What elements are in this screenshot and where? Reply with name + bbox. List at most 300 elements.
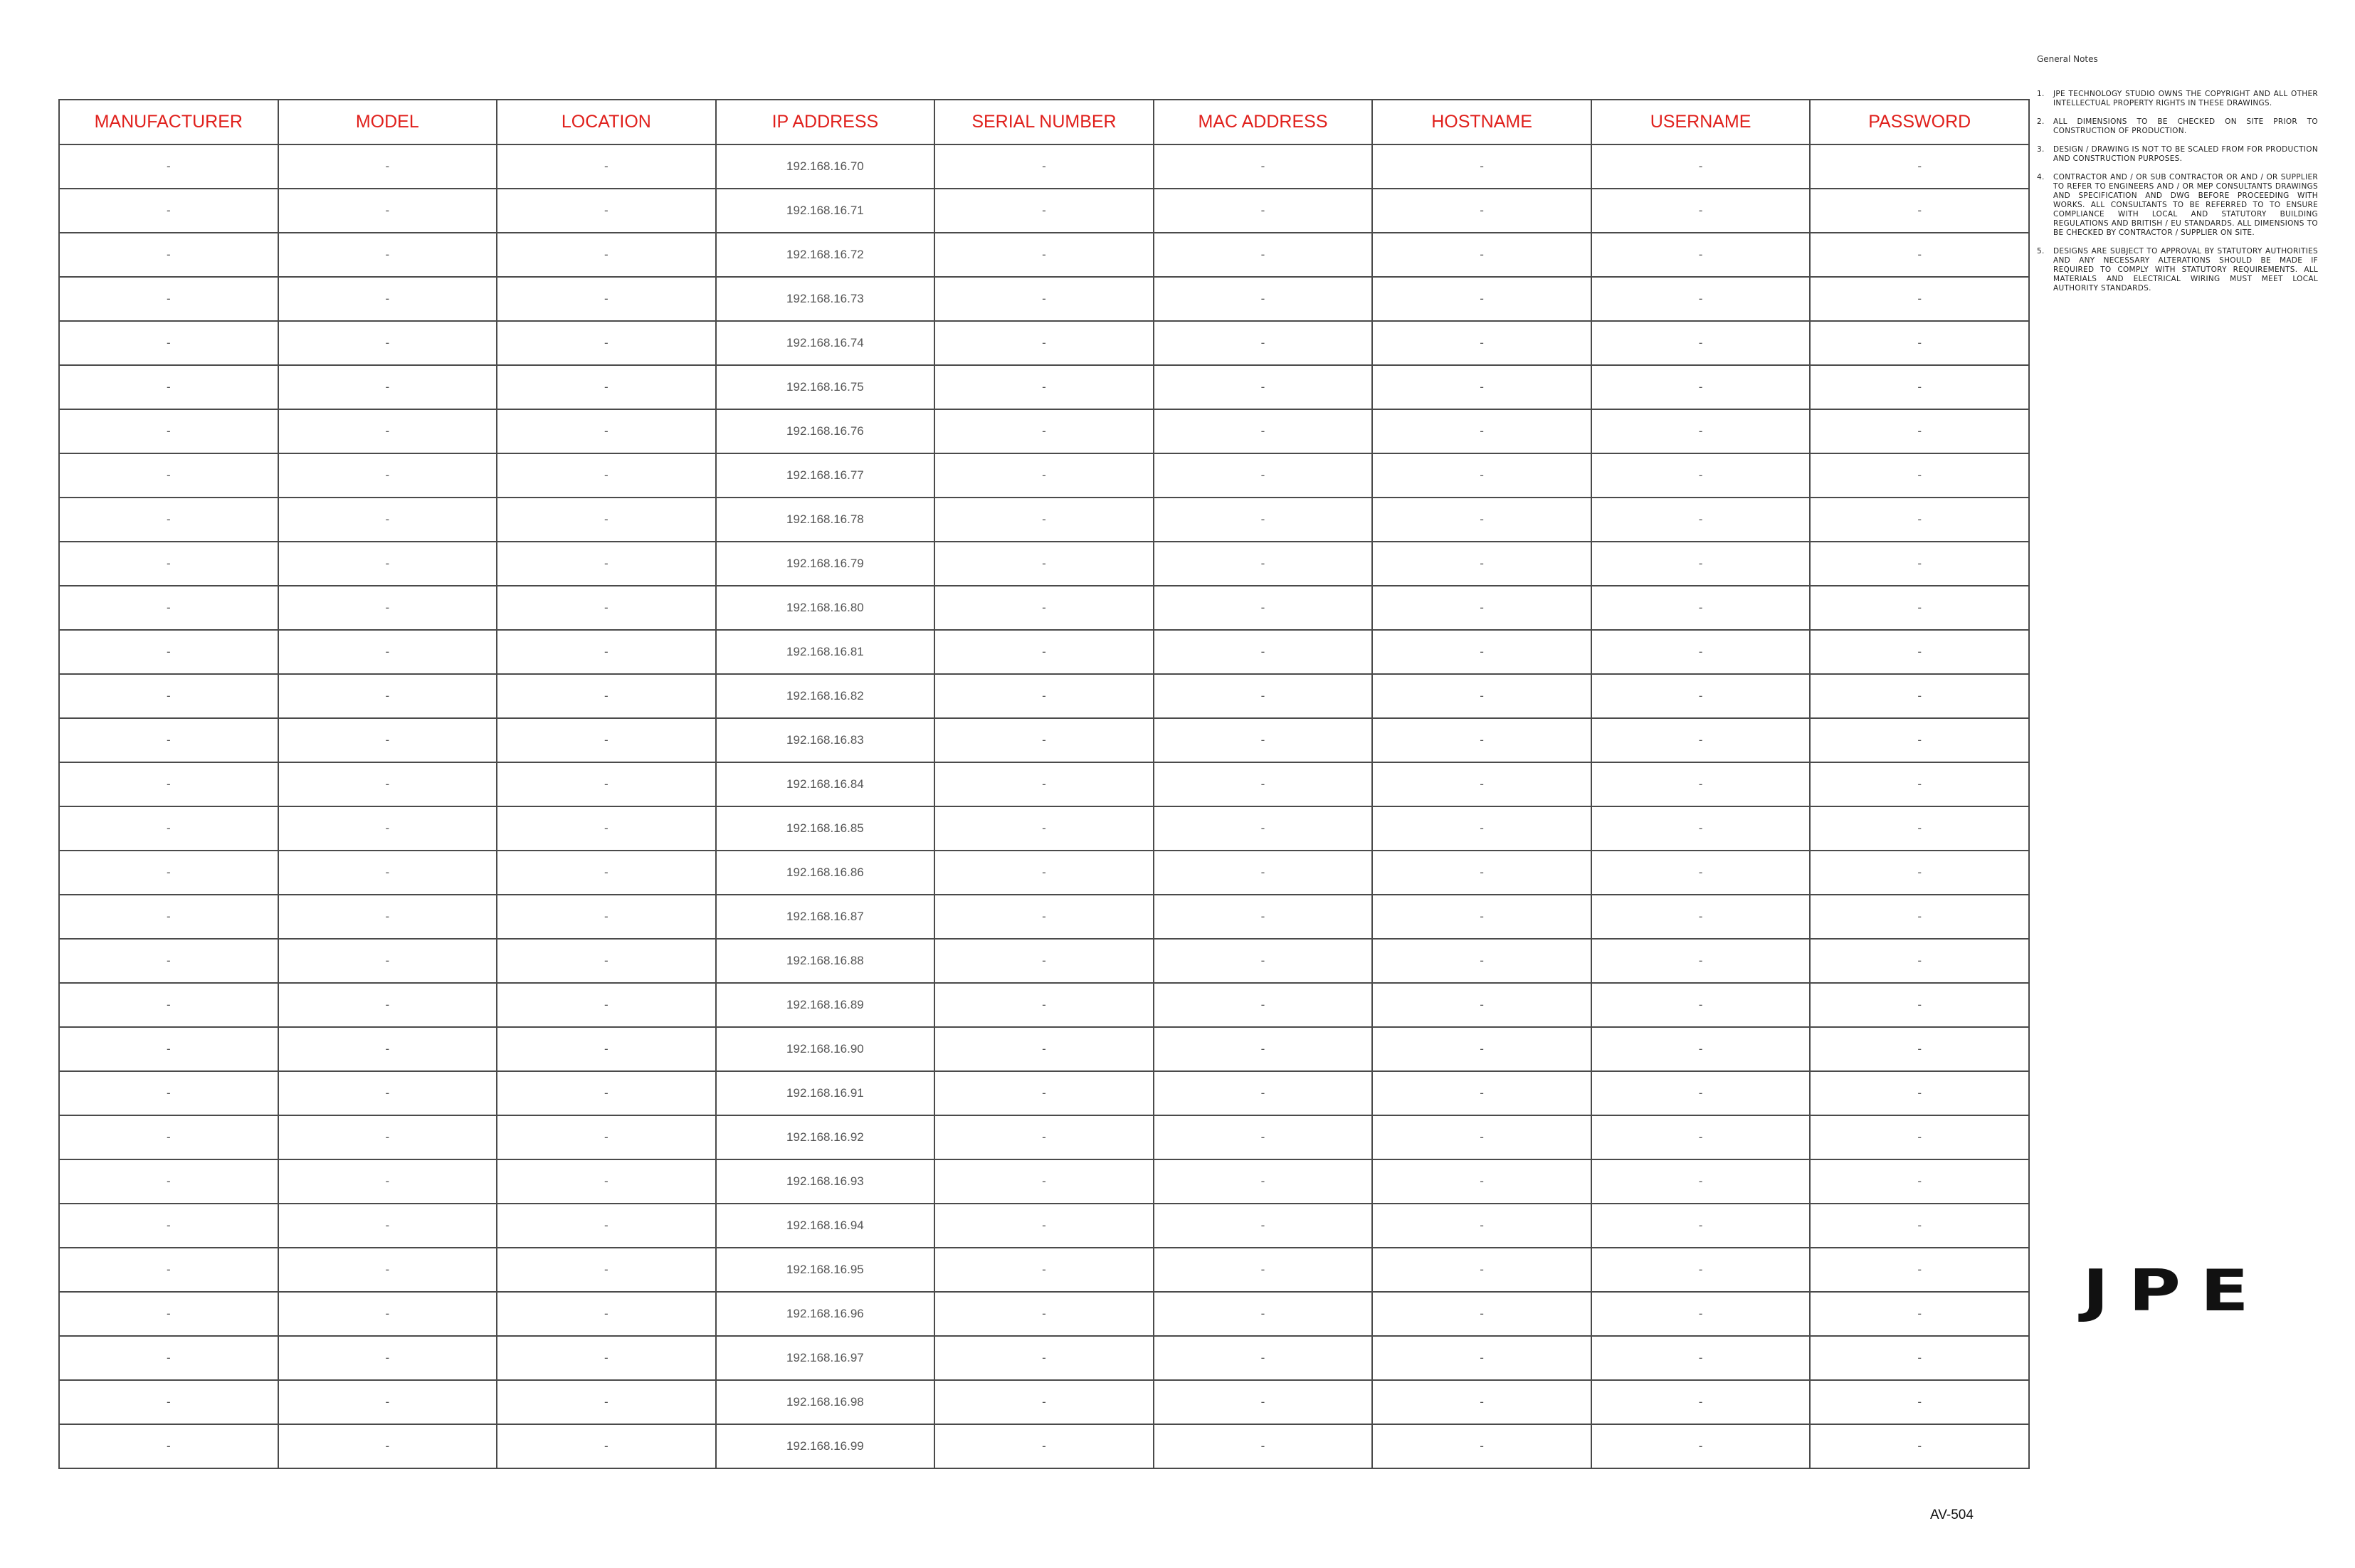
table-row [59, 1204, 2029, 1248]
cell-ip-address: 192.168.16.98 [716, 1380, 935, 1424]
cell-hostname: - [1372, 1071, 1591, 1115]
cell-location: - [497, 1071, 716, 1115]
cell-ip-address: 192.168.16.77 [716, 453, 935, 498]
cell-username: - [1591, 1424, 1811, 1468]
cell-hostname: - [1372, 1292, 1591, 1336]
cell-ip-address: 192.168.16.93 [716, 1159, 935, 1204]
cell-location: - [497, 277, 716, 321]
cell-serial-number: - [934, 1204, 1154, 1248]
cell-username: - [1591, 1027, 1811, 1071]
cell-ip-address: 192.168.16.75 [716, 365, 935, 409]
cell-manufacturer: - [59, 189, 278, 233]
note-number: 4. [2037, 173, 2045, 181]
cell-password: - [1810, 1071, 2029, 1115]
cell-mac-address: - [1154, 762, 1373, 806]
cell-manufacturer: - [59, 1248, 278, 1292]
cell-model: - [278, 409, 497, 453]
header-password: PASSWORD [1810, 100, 2029, 144]
cell-mac-address: - [1154, 1204, 1373, 1248]
cell-manufacturer: - [59, 939, 278, 983]
table-row [59, 144, 2029, 189]
note-number: 5. [2037, 247, 2045, 256]
cell-model: - [278, 1159, 497, 1204]
note-item [2037, 173, 2318, 238]
cell-ip-address: 192.168.16.94 [716, 1204, 935, 1248]
cell-model: - [278, 233, 497, 277]
general-notes [2037, 54, 2318, 302]
cell-username: - [1591, 806, 1811, 851]
cell-serial-number: - [934, 806, 1154, 851]
cell-serial-number: - [934, 1424, 1154, 1468]
table-row [59, 365, 2029, 409]
cell-hostname: - [1372, 674, 1591, 718]
cell-password: - [1810, 718, 2029, 762]
cell-username: - [1591, 1336, 1811, 1380]
cell-hostname: - [1372, 1115, 1591, 1159]
cell-serial-number: - [934, 1115, 1154, 1159]
cell-mac-address: - [1154, 895, 1373, 939]
cell-serial-number: - [934, 939, 1154, 983]
cell-manufacturer: - [59, 1159, 278, 1204]
cell-username: - [1591, 409, 1811, 453]
cell-serial-number: - [934, 409, 1154, 453]
cell-serial-number: - [934, 586, 1154, 630]
cell-mac-address: - [1154, 1292, 1373, 1336]
cell-hostname: - [1372, 630, 1591, 674]
cell-manufacturer: - [59, 453, 278, 498]
cell-manufacturer: - [59, 718, 278, 762]
cell-ip-address: 192.168.16.85 [716, 806, 935, 851]
cell-serial-number: - [934, 674, 1154, 718]
cell-mac-address: - [1154, 1336, 1373, 1380]
note-number: 2. [2037, 117, 2045, 126]
cell-username: - [1591, 762, 1811, 806]
cell-serial-number: - [934, 762, 1154, 806]
cell-hostname: - [1372, 277, 1591, 321]
cell-mac-address: - [1154, 498, 1373, 542]
cell-model: - [278, 1204, 497, 1248]
note-text: DESIGN / DRAWING IS NOT TO BE SCALED FROM FOR PRODUCTION AND CONSTRUCTION PURPOSES. [2053, 145, 2318, 163]
cell-manufacturer: - [59, 1071, 278, 1115]
cell-mac-address: - [1154, 586, 1373, 630]
cell-mac-address: - [1154, 1380, 1373, 1424]
cell-hostname: - [1372, 498, 1591, 542]
cell-username: - [1591, 1204, 1811, 1248]
cell-mac-address: - [1154, 1071, 1373, 1115]
cell-model: - [278, 144, 497, 189]
cell-location: - [497, 453, 716, 498]
cell-manufacturer: - [59, 321, 278, 365]
cell-username: - [1591, 895, 1811, 939]
cell-ip-address: 192.168.16.88 [716, 939, 935, 983]
cell-location: - [497, 762, 716, 806]
cell-location: - [497, 939, 716, 983]
cell-username: - [1591, 674, 1811, 718]
cell-mac-address: - [1154, 674, 1373, 718]
cell-mac-address: - [1154, 1248, 1373, 1292]
cell-ip-address: 192.168.16.80 [716, 586, 935, 630]
note-item [2037, 247, 2318, 293]
cell-username: - [1591, 1380, 1811, 1424]
cell-mac-address: - [1154, 233, 1373, 277]
cell-serial-number: - [934, 851, 1154, 895]
cell-ip-address: 192.168.16.79 [716, 542, 935, 586]
cell-mac-address: - [1154, 851, 1373, 895]
cell-hostname: - [1372, 806, 1591, 851]
cell-mac-address: - [1154, 365, 1373, 409]
cell-serial-number: - [934, 1071, 1154, 1115]
device-table [58, 99, 2030, 1469]
cell-password: - [1810, 189, 2029, 233]
cell-username: - [1591, 586, 1811, 630]
table-row [59, 1292, 2029, 1336]
cell-model: - [278, 498, 497, 542]
cell-username: - [1591, 365, 1811, 409]
cell-password: - [1810, 1115, 2029, 1159]
cell-password: - [1810, 1292, 2029, 1336]
note-item [2037, 145, 2318, 164]
cell-ip-address: 192.168.16.81 [716, 630, 935, 674]
note-number: 1. [2037, 90, 2045, 98]
cell-hostname: - [1372, 1424, 1591, 1468]
cell-model: - [278, 321, 497, 365]
cell-manufacturer: - [59, 498, 278, 542]
cell-model: - [278, 1424, 497, 1468]
cell-ip-address: 192.168.16.89 [716, 983, 935, 1027]
cell-username: - [1591, 1159, 1811, 1204]
cell-hostname: - [1372, 762, 1591, 806]
cell-password: - [1810, 762, 2029, 806]
cell-password: - [1810, 895, 2029, 939]
header-serial-number: SERIAL NUMBER [934, 100, 1154, 144]
cell-username: - [1591, 498, 1811, 542]
cell-model: - [278, 1071, 497, 1115]
table-row [59, 806, 2029, 851]
cell-location: - [497, 1248, 716, 1292]
table-row [59, 851, 2029, 895]
cell-password: - [1810, 983, 2029, 1027]
cell-ip-address: 192.168.16.97 [716, 1336, 935, 1380]
cell-serial-number: - [934, 321, 1154, 365]
cell-mac-address: - [1154, 939, 1373, 983]
cell-ip-address: 192.168.16.71 [716, 189, 935, 233]
cell-model: - [278, 365, 497, 409]
cell-password: - [1810, 1159, 2029, 1204]
cell-serial-number: - [934, 1380, 1154, 1424]
table-row [59, 939, 2029, 983]
table-row [59, 321, 2029, 365]
cell-password: - [1810, 939, 2029, 983]
cell-location: - [497, 983, 716, 1027]
cell-username: - [1591, 718, 1811, 762]
cell-model: - [278, 939, 497, 983]
cell-mac-address: - [1154, 630, 1373, 674]
header-manufacturer: MANUFACTURER [59, 100, 278, 144]
header-hostname: HOSTNAME [1372, 100, 1591, 144]
cell-password: - [1810, 1248, 2029, 1292]
cell-model: - [278, 277, 497, 321]
cell-serial-number: - [934, 1292, 1154, 1336]
cell-username: - [1591, 939, 1811, 983]
cell-manufacturer: - [59, 233, 278, 277]
cell-ip-address: 192.168.16.78 [716, 498, 935, 542]
notes-title: General Notes [2037, 54, 2098, 64]
note-item [2037, 117, 2318, 136]
cell-serial-number: - [934, 542, 1154, 586]
cell-model: - [278, 1336, 497, 1380]
cell-username: - [1591, 277, 1811, 321]
table-row [59, 542, 2029, 586]
cell-hostname: - [1372, 939, 1591, 983]
table-row [59, 718, 2029, 762]
cell-username: - [1591, 630, 1811, 674]
cell-model: - [278, 1292, 497, 1336]
cell-manufacturer: - [59, 1115, 278, 1159]
cell-manufacturer: - [59, 1380, 278, 1424]
cell-model: - [278, 718, 497, 762]
cell-password: - [1810, 851, 2029, 895]
cell-serial-number: - [934, 189, 1154, 233]
cell-location: - [497, 806, 716, 851]
cell-ip-address: 192.168.16.73 [716, 277, 935, 321]
cell-username: - [1591, 1248, 1811, 1292]
cell-serial-number: - [934, 1159, 1154, 1204]
cell-mac-address: - [1154, 1424, 1373, 1468]
cell-username: - [1591, 851, 1811, 895]
cell-password: - [1810, 1336, 2029, 1380]
cell-serial-number: - [934, 233, 1154, 277]
cell-password: - [1810, 1380, 2029, 1424]
table-row [59, 1424, 2029, 1468]
cell-hostname: - [1372, 453, 1591, 498]
cell-location: - [497, 586, 716, 630]
cell-ip-address: 192.168.16.92 [716, 1115, 935, 1159]
cell-manufacturer: - [59, 983, 278, 1027]
table-row [59, 498, 2029, 542]
cell-mac-address: - [1154, 1115, 1373, 1159]
cell-manufacturer: - [59, 542, 278, 586]
table-header-row [59, 100, 2029, 144]
cell-ip-address: 192.168.16.86 [716, 851, 935, 895]
cell-ip-address: 192.168.16.82 [716, 674, 935, 718]
cell-model: - [278, 630, 497, 674]
cell-mac-address: - [1154, 144, 1373, 189]
cell-password: - [1810, 453, 2029, 498]
header-location: LOCATION [497, 100, 716, 144]
cell-password: - [1810, 233, 2029, 277]
cell-location: - [497, 718, 716, 762]
cell-hostname: - [1372, 851, 1591, 895]
cell-mac-address: - [1154, 542, 1373, 586]
cell-ip-address: 192.168.16.95 [716, 1248, 935, 1292]
table-row [59, 189, 2029, 233]
cell-location: - [497, 409, 716, 453]
cell-ip-address: 192.168.16.91 [716, 1071, 935, 1115]
table-row [59, 1027, 2029, 1071]
cell-location: - [497, 1380, 716, 1424]
header-mac-address: MAC ADDRESS [1154, 100, 1373, 144]
cell-ip-address: 192.168.16.84 [716, 762, 935, 806]
cell-hostname: - [1372, 718, 1591, 762]
cell-serial-number: - [934, 895, 1154, 939]
cell-model: - [278, 1380, 497, 1424]
cell-ip-address: 192.168.16.99 [716, 1424, 935, 1468]
cell-manufacturer: - [59, 586, 278, 630]
table-row [59, 1336, 2029, 1380]
cell-manufacturer: - [59, 409, 278, 453]
cell-manufacturer: - [59, 851, 278, 895]
cell-password: - [1810, 630, 2029, 674]
cell-location: - [497, 542, 716, 586]
cell-serial-number: - [934, 277, 1154, 321]
cell-ip-address: 192.168.16.74 [716, 321, 935, 365]
table-row [59, 983, 2029, 1027]
cell-hostname: - [1372, 144, 1591, 189]
cell-password: - [1810, 1204, 2029, 1248]
cell-username: - [1591, 1071, 1811, 1115]
cell-mac-address: - [1154, 453, 1373, 498]
cell-model: - [278, 851, 497, 895]
cell-hostname: - [1372, 409, 1591, 453]
cell-username: - [1591, 321, 1811, 365]
cell-manufacturer: - [59, 365, 278, 409]
cell-mac-address: - [1154, 1159, 1373, 1204]
cell-hostname: - [1372, 895, 1591, 939]
cell-serial-number: - [934, 498, 1154, 542]
cell-ip-address: 192.168.16.72 [716, 233, 935, 277]
cell-username: - [1591, 542, 1811, 586]
cell-manufacturer: - [59, 1424, 278, 1468]
cell-hostname: - [1372, 1204, 1591, 1248]
cell-manufacturer: - [59, 1027, 278, 1071]
cell-location: - [497, 674, 716, 718]
cell-mac-address: - [1154, 806, 1373, 851]
cell-mac-address: - [1154, 189, 1373, 233]
cell-hostname: - [1372, 542, 1591, 586]
cell-ip-address: 192.168.16.90 [716, 1027, 935, 1071]
table-row [59, 409, 2029, 453]
cell-model: - [278, 586, 497, 630]
cell-location: - [497, 1115, 716, 1159]
cell-manufacturer: - [59, 806, 278, 851]
cell-password: - [1810, 1424, 2029, 1468]
cell-password: - [1810, 498, 2029, 542]
note-item [2037, 90, 2318, 108]
cell-serial-number: - [934, 1336, 1154, 1380]
table-body [59, 144, 2029, 1468]
cell-password: - [1810, 321, 2029, 365]
note-text: ALL DIMENSIONS TO BE CHECKED ON SITE PRIOR TO CONSTRUCTION OF PRODUCTION. [2053, 117, 2318, 135]
cell-ip-address: 192.168.16.70 [716, 144, 935, 189]
cell-ip-address: 192.168.16.96 [716, 1292, 935, 1336]
table-row [59, 895, 2029, 939]
cell-manufacturer: - [59, 1204, 278, 1248]
cell-username: - [1591, 983, 1811, 1027]
header-username: USERNAME [1591, 100, 1811, 144]
cell-model: - [278, 762, 497, 806]
table-row [59, 674, 2029, 718]
cell-manufacturer: - [59, 277, 278, 321]
cell-mac-address: - [1154, 321, 1373, 365]
cell-location: - [497, 365, 716, 409]
cell-serial-number: - [934, 718, 1154, 762]
cell-hostname: - [1372, 1336, 1591, 1380]
cell-password: - [1810, 806, 2029, 851]
cell-location: - [497, 895, 716, 939]
cell-ip-address: 192.168.16.76 [716, 409, 935, 453]
table-row [59, 586, 2029, 630]
cell-ip-address: 192.168.16.87 [716, 895, 935, 939]
note-number: 3. [2037, 145, 2045, 154]
cell-model: - [278, 453, 497, 498]
cell-location: - [497, 189, 716, 233]
cell-location: - [497, 1292, 716, 1336]
cell-password: - [1810, 586, 2029, 630]
cell-model: - [278, 542, 497, 586]
table-row [59, 630, 2029, 674]
table-row [59, 1248, 2029, 1292]
table-row [59, 233, 2029, 277]
table-row [59, 453, 2029, 498]
cell-manufacturer: - [59, 630, 278, 674]
cell-model: - [278, 674, 497, 718]
cell-hostname: - [1372, 365, 1591, 409]
cell-mac-address: - [1154, 1027, 1373, 1071]
cell-ip-address: 192.168.16.83 [716, 718, 935, 762]
cell-model: - [278, 983, 497, 1027]
cell-username: - [1591, 233, 1811, 277]
cell-location: - [497, 233, 716, 277]
table-row [59, 277, 2029, 321]
table-row [59, 762, 2029, 806]
cell-location: - [497, 1159, 716, 1204]
cell-manufacturer: - [59, 674, 278, 718]
cell-hostname: - [1372, 233, 1591, 277]
cell-hostname: - [1372, 1248, 1591, 1292]
cell-hostname: - [1372, 321, 1591, 365]
cell-manufacturer: - [59, 1292, 278, 1336]
cell-password: - [1810, 277, 2029, 321]
table-row [59, 1159, 2029, 1204]
note-text: JPE TECHNOLOGY STUDIO OWNS THE COPYRIGHT AND ALL OTHER INTELLECTUAL PROPERTY RIGHTS IN THESE DRAWINGS. [2053, 90, 2318, 107]
note-text: CONTRACTOR AND / OR SUB CONTRACTOR OR AND / OR SUPPLIER TO REFER TO ENGINEERS AND / OR MEP CONSULTANTS DRAWINGS AND SPECIFICATION AND DWG BEFORE PROCEEDING WITH WORKS. ALL CONSULTANTS TO BE REFERRED TO TO ENSURE COMPLIANCE WITH LOCAL AND STATUTORY BUILDING REGULATIONS AND BRITISH / EU STANDARDS. ALL DIMENSIONS TO BE CHECKED BY CONTRACTOR / SUPPLIER ON SITE. [2053, 173, 2318, 237]
header-ip-address: IP ADDRESS [716, 100, 935, 144]
cell-model: - [278, 806, 497, 851]
cell-username: - [1591, 1115, 1811, 1159]
cell-password: - [1810, 409, 2029, 453]
cell-hostname: - [1372, 189, 1591, 233]
cell-manufacturer: - [59, 762, 278, 806]
cell-serial-number: - [934, 630, 1154, 674]
cell-mac-address: - [1154, 718, 1373, 762]
cell-serial-number: - [934, 453, 1154, 498]
cell-model: - [278, 189, 497, 233]
cell-model: - [278, 1248, 497, 1292]
cell-hostname: - [1372, 586, 1591, 630]
table-row [59, 1071, 2029, 1115]
cell-location: - [497, 1027, 716, 1071]
cell-password: - [1810, 542, 2029, 586]
cell-password: - [1810, 365, 2029, 409]
cell-model: - [278, 895, 497, 939]
cell-location: - [497, 1424, 716, 1468]
cell-model: - [278, 1027, 497, 1071]
cell-serial-number: - [934, 365, 1154, 409]
cell-location: - [497, 1204, 716, 1248]
cell-serial-number: - [934, 1027, 1154, 1071]
cell-password: - [1810, 1027, 2029, 1071]
cell-username: - [1591, 144, 1811, 189]
